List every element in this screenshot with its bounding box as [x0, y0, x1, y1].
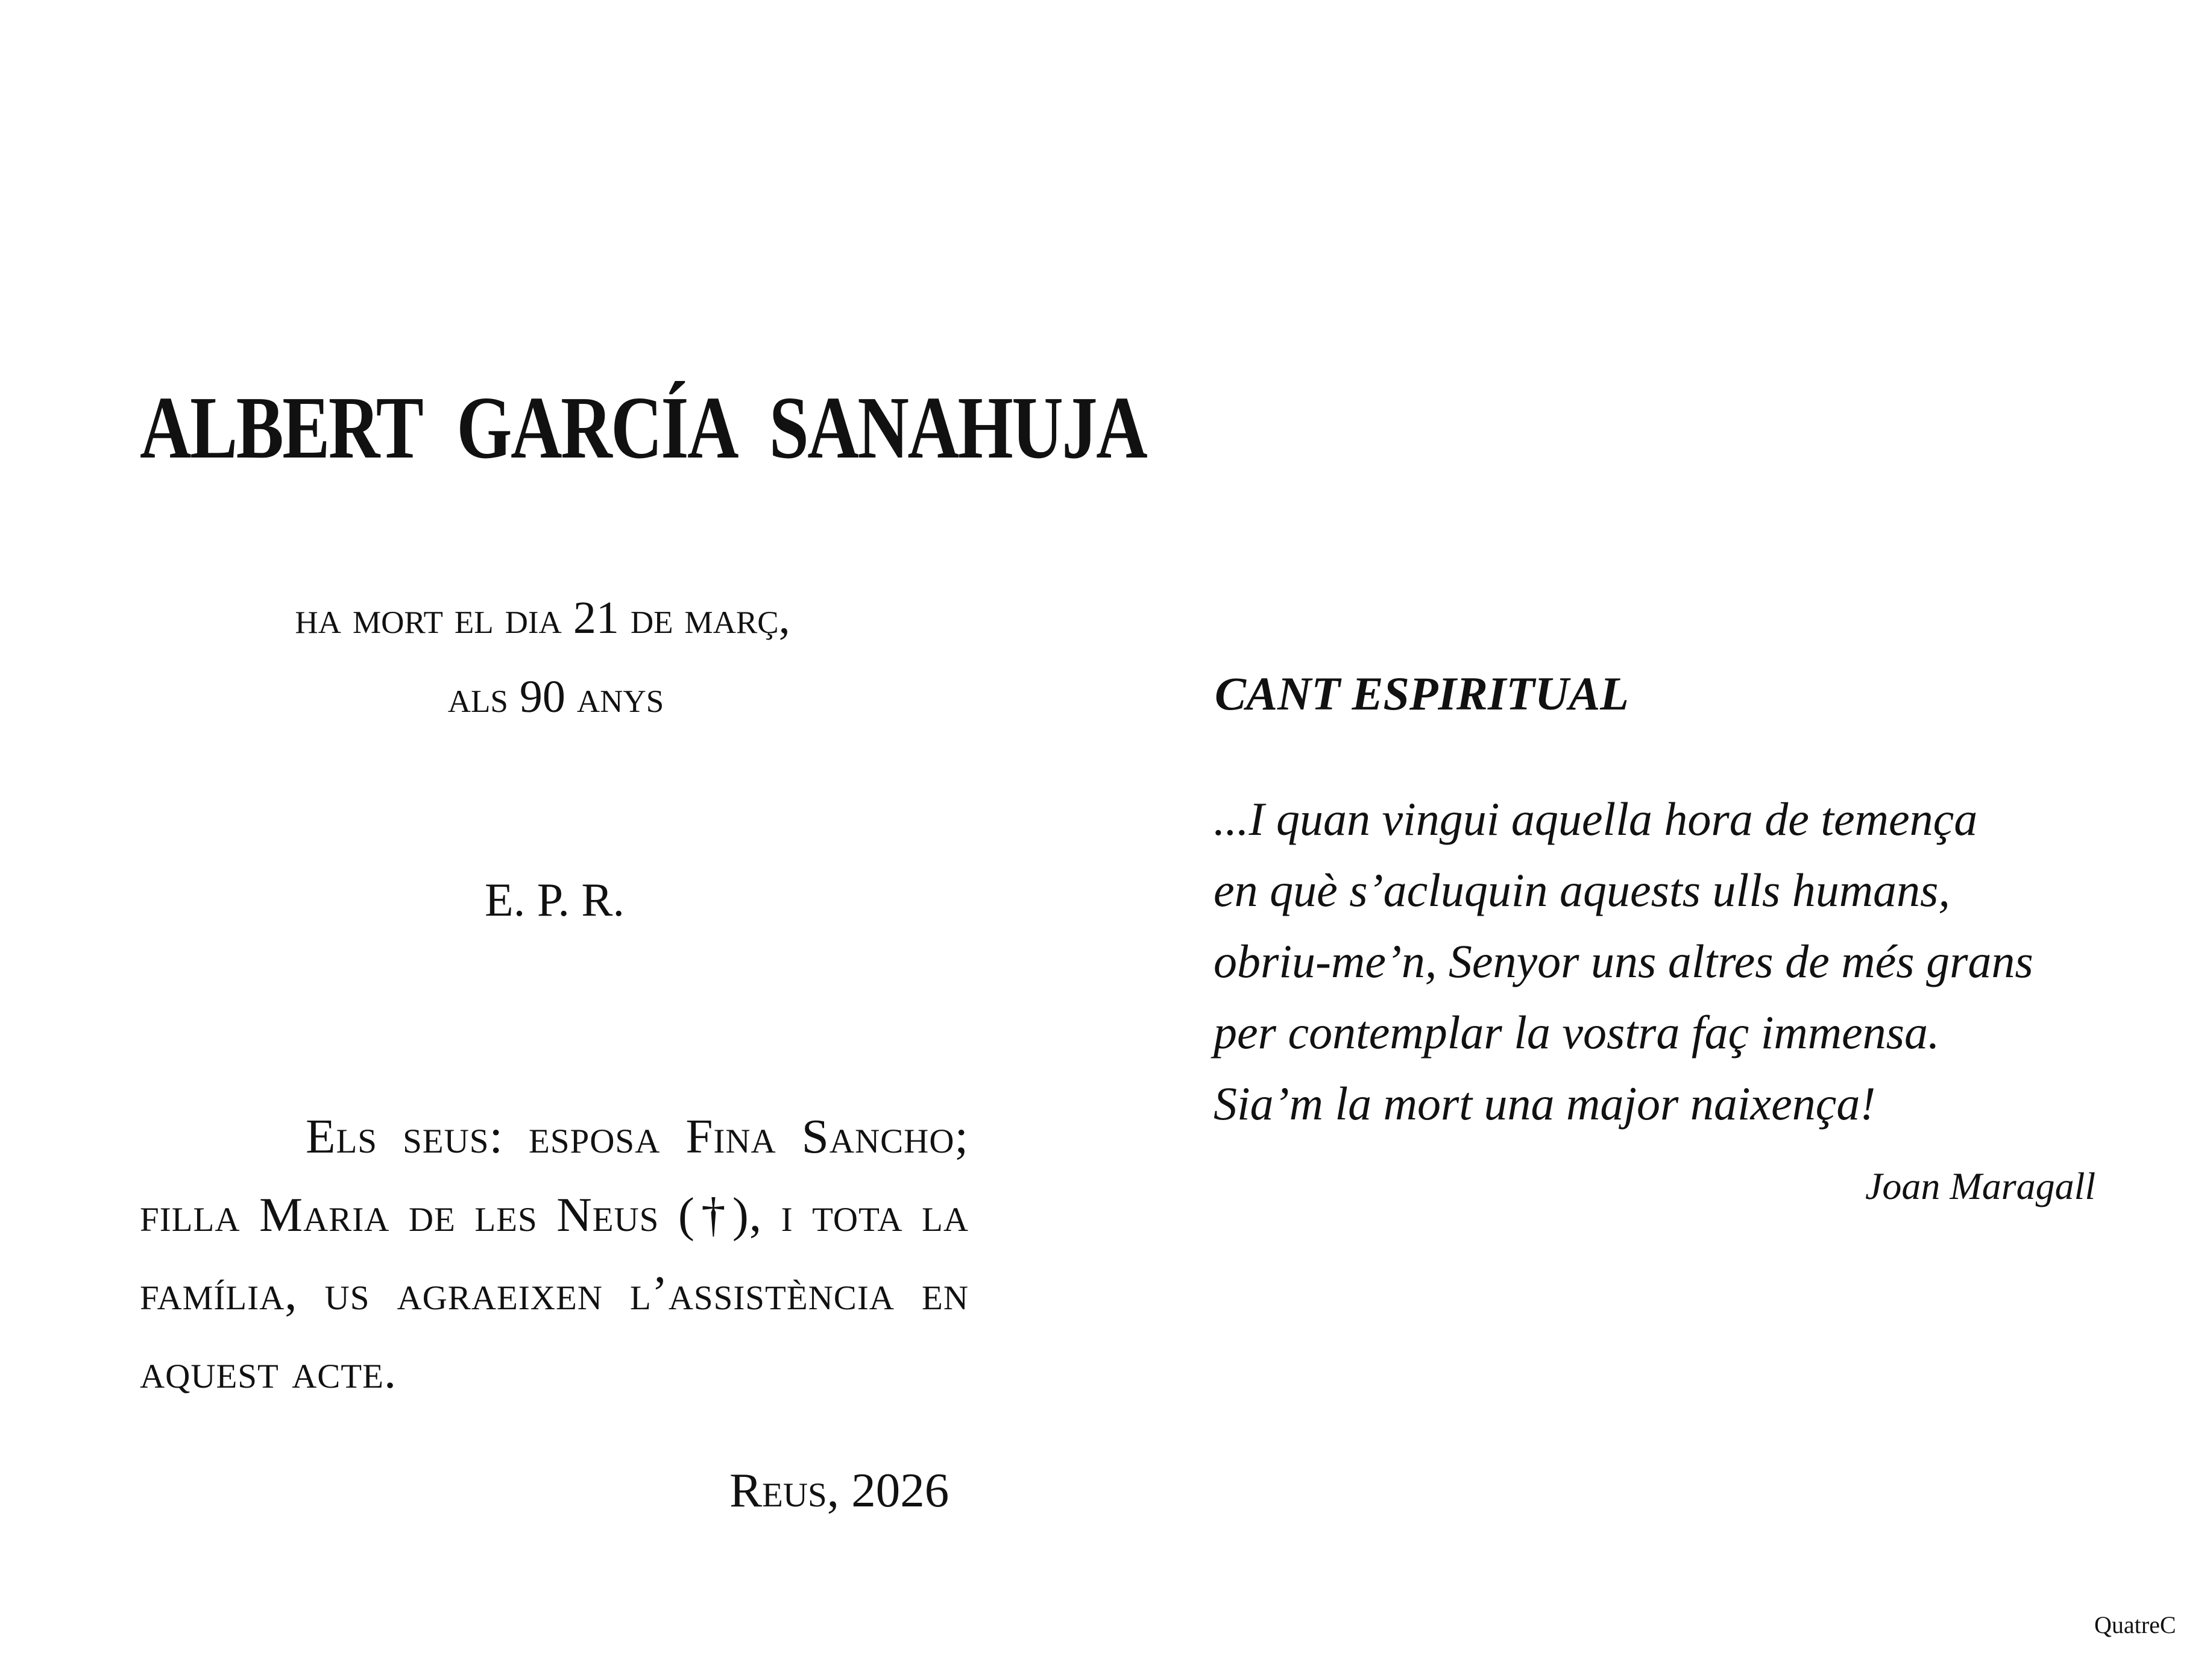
family-acknowledgement: Els seus: esposa Fina Sancho; filla Maria de les Neus (†), i tota la família, us agraeixen l’assistència en aquest acte.	[140, 1109, 969, 1398]
place-date: Reus, 2026	[729, 1463, 949, 1517]
death-date-line: ha mort el dia 21 de març,	[295, 593, 790, 643]
poem-title: CANT ESPIRITUAL	[1215, 667, 1629, 720]
deceased-name: ALBERT GARCÍA SANAHUJA	[140, 379, 1147, 477]
poem-line: Sia’m la mort una major naixença!	[1214, 1077, 1876, 1130]
poem-author: Joan Maragall	[1865, 1165, 2096, 1207]
epr-abbreviation: E. P. R.	[485, 873, 625, 926]
poem-line: obriu-me’n, Senyor uns altres de més grans	[1214, 935, 2033, 987]
age-line: als 90 anys	[447, 672, 664, 722]
printer-credit: QuatreC	[2094, 1611, 2176, 1638]
poem-line: per contemplar la vostra faç immensa.	[1214, 1006, 1940, 1059]
poem	[1214, 784, 2033, 1139]
poem-line: ...I quan vingui aquella hora de temença	[1214, 793, 1978, 845]
poem-line: en què s’acluquin aquests ulls humans,	[1214, 864, 1950, 916]
